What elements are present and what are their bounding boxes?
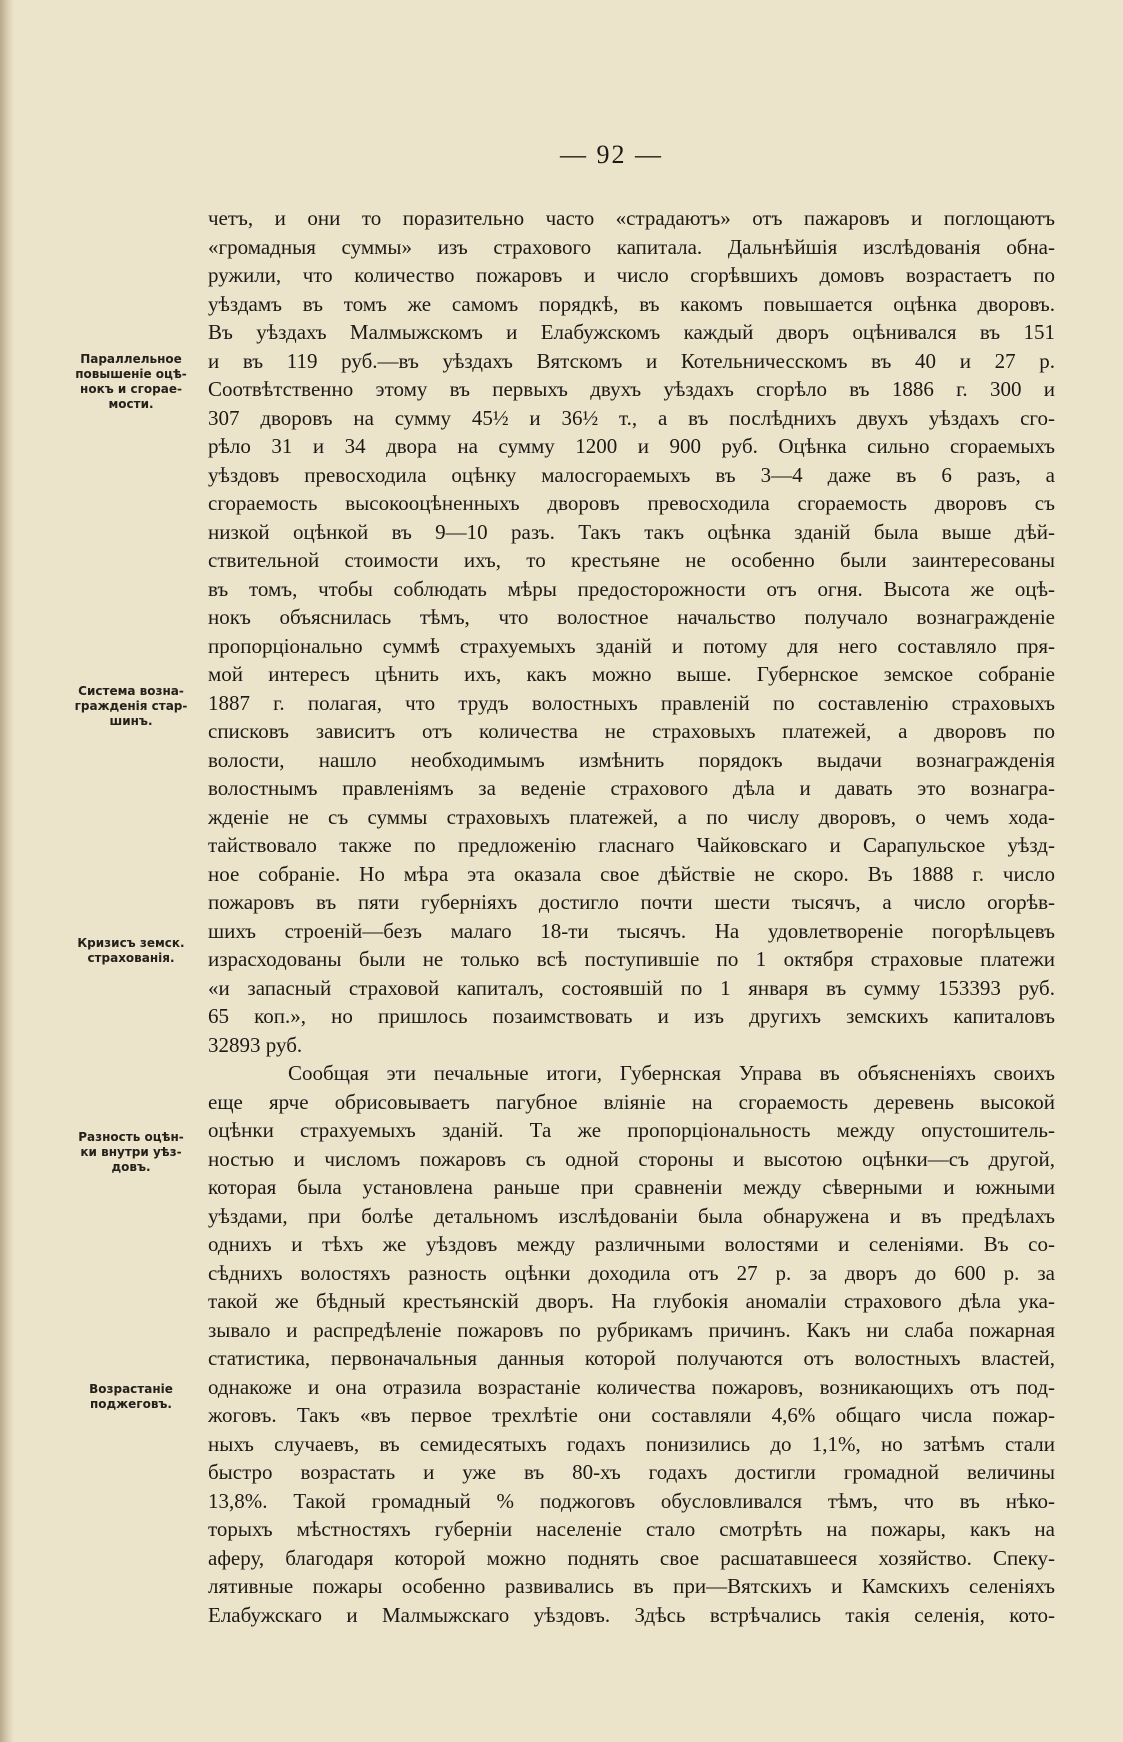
text-line: «и запасный страховой капиталъ, состоявшій по 1 января въ сумму 153393 руб. [208,975,1055,1000]
text-line: ружили, что количество пожаровъ и число сгорѣвшихъ домовъ возрастаетъ по [208,263,1055,287]
text-line: волости, нашло необходимымъ измѣнить порядокъ выдачи вознагражденія [208,747,1055,772]
text-line: низкой оцѣнкой въ 9—10 разъ. Такъ такъ оцѣнка зданій была выше дѣй- [208,519,1055,544]
text-line: волостнымъ правленіямъ за веденіе страхового дѣла и давать это вознагра- [208,776,1055,800]
margin-note-insurance-crisis [60,936,202,966]
margin-note-line: довъ. [111,1160,151,1174]
text-line: лятивные пожары особенно развивались въ при—Вятскихъ и Камскихъ селеніяхъ [208,1574,1055,1598]
text-line: въ томъ, чтобы соблюдать мѣры предосторожности отъ огня. Высота же оцѣ- [208,576,1055,601]
text-line: жденіе не съ суммы страховыхъ платежей, а по числу дворовъ, о чемъ хода- [208,804,1055,829]
body-text [208,204,1055,1629]
text-line: такой же бѣдный крестьянскій дворъ. На глубокія аномаліи страхового дѣла ука- [208,1289,1055,1313]
margin-note-line: Параллельное [80,352,182,366]
text-line: 65 коп.», но пришлось позаимствовать и изъ другихъ земскихъ капиталовъ [208,1004,1055,1028]
text-line: «громадныя суммы» изъ страхового капитала. Дальнѣйшія изслѣдованія обна- [208,234,1055,259]
text-line: Соотвѣтственно этому въ первыхъ двухъ уѣздахъ сгорѣло въ 1886 г. 300 и [208,377,1055,401]
text-line: пожаровъ въ пяти губерніяхъ достигло почти шести тысячъ, а число огорѣв- [208,890,1055,914]
text-line: пропорціонально суммѣ страхуемыхъ зданій и потому для него составляло пря- [208,633,1055,658]
margin-note-line: ки внутри уѣз- [80,1145,182,1159]
margin-note-line: нокъ и сгорае- [80,382,182,396]
text-line: 307 дворовъ на сумму 45½ и 36½ т., а въ послѣднихъ двухъ уѣздахъ сго- [208,405,1055,430]
text-line: зывало и распредѣленіе пожаровъ по рубрикамъ причинъ. Какъ ни слаба пожарная [208,1317,1055,1342]
margin-note-line: шинъ. [109,714,153,728]
text-line: Въ уѣздахъ Малмыжскомъ и Елабужскомъ каждый дворъ оцѣнивался въ 151 [208,320,1055,344]
margin-note-line: страхованія. [87,951,175,965]
margin-note-line: мости. [108,397,154,411]
text-line: 13,8%. Такой громадный % поджоговъ обусловливался тѣмъ, что въ нѣко- [208,1488,1055,1513]
text-line: ностью и числомъ пожаровъ съ одной стороны и высотою оцѣнки—съ другой, [208,1146,1055,1171]
text-line: нокъ объяснилась тѣмъ, что волостное начальство получало вознагражденіе [208,605,1055,629]
text-line: 1887 г. полагая, что трудъ волостныхъ правленій по составленію страховыхъ [208,690,1055,715]
text-line: аферу, благодаря которой можно поднять свое расшатавшееся хозяйство. Спеку- [208,1545,1055,1570]
text-line: мой интересъ цѣнить ихъ, какъ можно выше. Губернское земское собраніе [208,662,1055,686]
text-line: сгораемость высокооцѣненныхъ дворовъ превосходила сгораемость дворовъ съ [208,491,1055,515]
margin-note-line: Кризисъ земск. [77,936,185,950]
page-edge [0,0,14,1742]
text-line: ствительной стоимости ихъ, то крестьяне не особенно были заинтересованы [208,548,1055,572]
text-line: ное собраніе. Но мѣра эта оказала свое дѣйствіе не скоро. Въ 1888 г. число [208,861,1055,886]
text-line: списковъ зависитъ отъ количества не страховыхъ платежей, а дворовъ по [208,719,1055,743]
text-line: статистика, первоначальныя данныя которой получаются отъ волостныхъ властей, [208,1346,1055,1370]
text-line: тайствовало также по предложенію гласнаго Чайковскаго и Сарапульское уѣзд- [208,833,1055,857]
margin-note-line: поджеговъ. [90,1397,172,1411]
text-line: еще ярче обрисовываетъ пагубное вліяніе на сгораемость деревень высокой [208,1089,1055,1114]
text-line: Сообщая эти печальные итоги, Губернская Управа въ объясненіяхъ своихъ [288,1061,1055,1085]
text-line: и въ 119 руб.—въ уѣздахъ Вятскомъ и Котельничесскомъ въ 40 и 27 р. [208,348,1055,373]
margin-note-line: гражденія стар- [74,699,188,713]
text-line: уѣздами, при болѣе детальномъ изслѣдованіи была обнаружена и въ предѣлахъ [208,1203,1055,1228]
text-line: однакоже и она отразила возрастаніе количества пожаровъ, возникающихъ отъ под- [208,1374,1055,1399]
text-line: быстро возрастать и уже въ 80-хъ годахъ достигли громадной величины [208,1460,1055,1484]
text-line: оцѣнки страхуемыхъ зданій. Та же пропорціональность между опустошитель- [208,1118,1055,1142]
margin-note-arson-growth [60,1382,202,1412]
margin-note-reward-system [60,684,202,729]
text-line: уѣздовъ превосходила оцѣнку малосгораемыхъ въ 3—4 даже въ 6 разъ, а [208,462,1055,487]
text-line: сѣднихъ волостяхъ разность оцѣнки доходила отъ 27 р. за дворъ до 600 р. за [208,1260,1055,1285]
text-line: которая была установлена раньше при сравненіи между сѣверными и южными [208,1175,1055,1199]
margin-note-parallel-increase [60,352,202,412]
text-line: рѣло 31 и 34 двора на сумму 1200 и 900 руб. Оцѣнка сильно сгораемыхъ [208,434,1055,458]
text-line: жоговъ. Такъ «въ первое трехлѣтіе они составляли 4,6% общаго числа пожар- [208,1403,1055,1427]
margin-note-line: Разность оцѣн- [78,1130,184,1144]
text-line: шихъ строеній—безъ малаго 18-ти тысячъ. На удовлетвореніе погорѣльцевъ [208,918,1055,943]
text-line: израсходованы были не только всѣ поступившіе по 1 октября страховые платежи [208,947,1055,971]
text-line: четъ, и они то поразительно часто «страдаютъ» отъ пажаровъ и поглощаютъ [208,206,1055,230]
text-line: 32893 руб. [208,1032,303,1057]
text-line: торыхъ мѣстностяхъ губерніи населеніе стало смотрѣть на пожары, какъ на [208,1517,1055,1541]
page-number: — 92 — [560,140,663,169]
text-line: ныхъ случаевъ, въ семидесятыхъ годахъ понизились до 1,1%, но затѣмъ стали [208,1431,1055,1456]
text-line: Елабужскаго и Малмыжскаго уѣздовъ. Здѣсь встрѣчались такія селенія, кото- [208,1602,1055,1627]
margin-note-line: Система возна- [78,684,184,698]
margin-note-line: Возрастаніе [89,1382,173,1396]
text-line: уѣздамъ въ томъ же самомъ порядкѣ, въ какомъ повышается оцѣнка дворовъ. [208,291,1055,316]
margin-note-valuation-difference [60,1130,202,1175]
margin-note-line: повышеніе оцѣ- [75,367,187,381]
text-line: однихъ и тѣхъ же уѣздовъ между различными волостями и селеніями. Въ со- [208,1232,1055,1256]
